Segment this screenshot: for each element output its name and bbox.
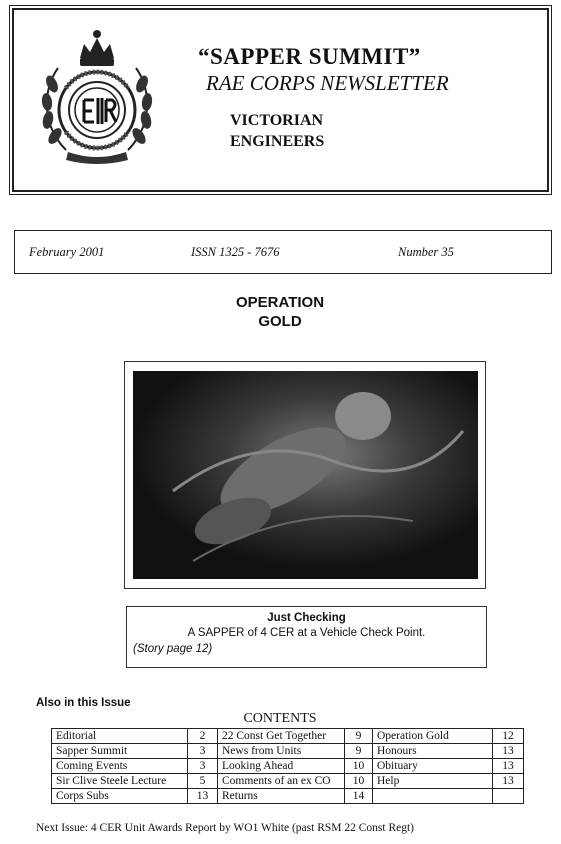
contents-item-title: Returns — [218, 789, 345, 804]
newsletter-subtitle: RAE CORPS NEWSLETTER — [206, 71, 449, 95]
issue-issn: ISSN 1325 - 7676 — [191, 245, 280, 259]
next-issue-note: Next Issue: 4 CER Unit Awards Report by WO1 White (past RSM 22 Const Regt) — [36, 822, 415, 834]
headline-line-1: OPERATION — [235, 294, 325, 311]
contents-item-title: Editorial — [52, 729, 188, 744]
contents-item-title: Corps Subs — [52, 789, 188, 804]
contents-item-title: Help — [373, 774, 493, 789]
contents-item-page: 13 — [188, 789, 218, 804]
organisation-line-1: VICTORIAN — [230, 112, 324, 129]
table-row — [52, 759, 524, 774]
contents-item-title: Comments of an ex CO — [218, 774, 345, 789]
contents-item-page: 13 — [493, 774, 524, 789]
caption-text: A SAPPER of 4 CER at a Vehicle Check Point. — [187, 627, 426, 639]
contents-item-title: Looking Ahead — [218, 759, 345, 774]
contents-item-title — [373, 789, 493, 804]
contents-item-page: 13 — [493, 759, 524, 774]
contents-item-page — [493, 789, 524, 804]
table-row — [52, 729, 524, 744]
organisation-line-2: ENGINEERS — [230, 133, 325, 150]
contents-item-page: 2 — [188, 729, 218, 744]
contents-title: CONTENTS — [243, 711, 317, 726]
sapper-photo-icon — [133, 371, 478, 579]
crest-icon — [38, 28, 156, 166]
caption-story-ref: (Story page 12) — [133, 643, 213, 655]
also-in-issue-heading: Also in this Issue — [36, 697, 131, 709]
contents-item-title: News from Units — [218, 744, 345, 759]
contents-item-title: Honours — [373, 744, 493, 759]
contents-item-title: Sapper Summit — [52, 744, 188, 759]
newsletter-title: “SAPPER SUMMIT” — [198, 44, 421, 69]
headline-line-2: GOLD — [258, 313, 302, 330]
table-row — [52, 774, 524, 789]
contents-item-page: 10 — [345, 774, 373, 789]
contents-item-page: 9 — [345, 744, 373, 759]
photo-caption-box — [126, 606, 487, 668]
issue-info-bar — [14, 230, 552, 274]
contents-item-title: Sir Clive Steele Lecture — [52, 774, 188, 789]
contents-item-page: 5 — [188, 774, 218, 789]
caption-title: Just Checking — [267, 612, 346, 624]
issue-number: Number 35 — [398, 245, 454, 259]
contents-item-page: 14 — [345, 789, 373, 804]
issue-date: February 2001 — [29, 245, 105, 259]
contents-table — [51, 728, 524, 804]
contents-item-title: Obituary — [373, 759, 493, 774]
contents-item-page: 10 — [345, 759, 373, 774]
contents-item-title: Coming Events — [52, 759, 188, 774]
table-row — [52, 789, 524, 804]
contents-item-page: 12 — [493, 729, 524, 744]
organisation-name — [230, 110, 430, 152]
contents-table-body — [52, 729, 524, 804]
contents-item-title: Operation Gold — [373, 729, 493, 744]
contents-item-title: 22 Const Get Together — [218, 729, 345, 744]
contents-item-page: 9 — [345, 729, 373, 744]
contents-item-page: 13 — [493, 744, 524, 759]
table-row — [52, 744, 524, 759]
contents-item-page: 3 — [188, 759, 218, 774]
contents-item-page: 3 — [188, 744, 218, 759]
cover-headline — [180, 293, 380, 331]
